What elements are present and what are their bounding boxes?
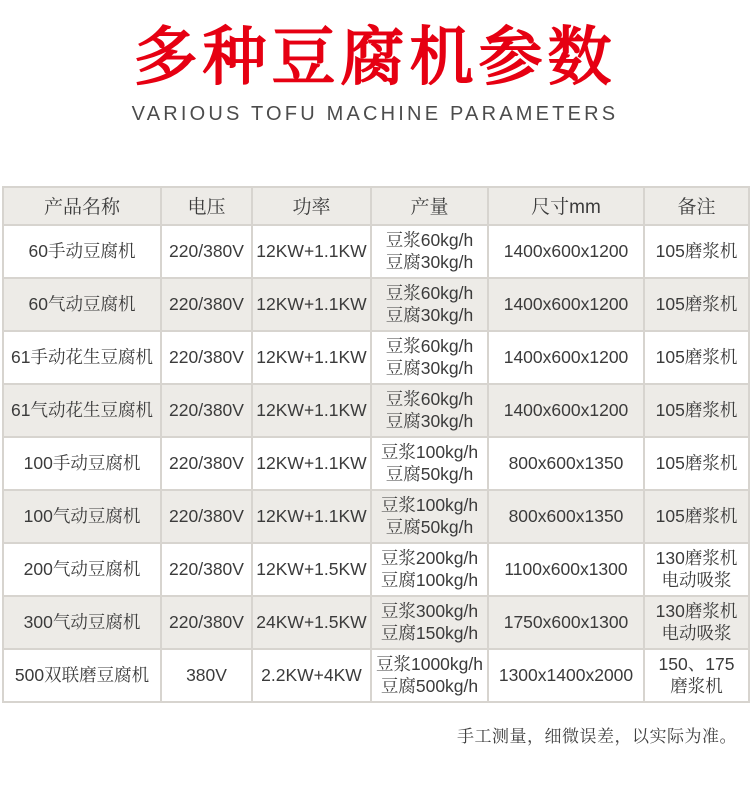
column-header-power: 功率 [252,187,371,225]
cell-voltage: 220/380V [161,278,252,331]
cell-line: 电动吸浆 [661,623,732,644]
table-header-row [3,187,749,225]
title-block [0,0,750,126]
cell-line: 150、175 [658,653,735,674]
table-row [3,331,749,384]
cell-power: 12KW+1.1KW [252,384,371,437]
cell-name: 60手动豆腐机 [3,225,161,278]
cell-power: 12KW+1.5KW [252,543,371,596]
footer-note: 手工测量，细微误差，以实际为准。 [457,726,737,746]
cell-voltage: 220/380V [161,225,252,278]
cell-output [371,278,488,331]
cell-line: 130磨浆机 [655,547,738,568]
cell-line: 豆腐30kg/h [385,411,474,432]
cell-power: 2.2KW+4KW [252,649,371,702]
cell-line: 磨浆机 [670,676,723,697]
cell-voltage: 220/380V [161,437,252,490]
cell-voltage: 220/380V [161,543,252,596]
cell-name: 100手动豆腐机 [3,437,161,490]
cell-line: 105磨浆机 [655,240,738,261]
cell-name: 61气动花生豆腐机 [3,384,161,437]
parameters-table [2,186,750,703]
page-subtitle: VARIOUS TOFU MACHINE PARAMETERS [131,102,619,125]
cell-size: 1400x600x1200 [488,278,644,331]
cell-size: 1400x600x1200 [488,384,644,437]
cell-line: 豆腐50kg/h [385,464,474,485]
cell-note [644,543,749,596]
cell-power: 12KW+1.1KW [252,278,371,331]
table-row [3,437,749,490]
cell-name: 60气动豆腐机 [3,278,161,331]
cell-voltage: 220/380V [161,331,252,384]
cell-line: 105磨浆机 [655,346,738,367]
table-row [3,596,749,649]
cell-name: 200气动豆腐机 [3,543,161,596]
cell-output [371,596,488,649]
cell-line: 豆浆1000kg/h [375,653,483,674]
page-title: 多种豆腐机参数 [133,22,617,93]
cell-line: 豆腐50kg/h [385,517,474,538]
column-header-output: 产量 [371,187,488,225]
cell-name: 500双联磨豆腐机 [3,649,161,702]
table-row [3,384,749,437]
cell-voltage: 220/380V [161,596,252,649]
cell-line: 豆浆200kg/h [380,547,479,568]
column-header-remarks: 备注 [644,187,749,225]
cell-name: 100气动豆腐机 [3,490,161,543]
cell-note [644,384,749,437]
table-body [3,225,749,702]
table-row [3,649,749,702]
cell-output [371,225,488,278]
cell-output [371,543,488,596]
cell-name: 61手动花生豆腐机 [3,331,161,384]
cell-line: 豆浆60kg/h [385,282,474,303]
cell-size: 1400x600x1200 [488,331,644,384]
cell-output [371,490,488,543]
cell-line: 电动吸浆 [661,570,732,591]
cell-size: 1400x600x1200 [488,225,644,278]
cell-note [644,437,749,490]
cell-note [644,278,749,331]
cell-size: 1300x1400x2000 [488,649,644,702]
cell-power: 12KW+1.1KW [252,331,371,384]
cell-output [371,331,488,384]
cell-size: 1100x600x1300 [488,543,644,596]
cell-line: 豆腐100kg/h [380,570,479,591]
cell-note [644,331,749,384]
column-header-voltage: 电压 [161,187,252,225]
cell-line: 豆腐500kg/h [380,676,479,697]
cell-line: 豆浆100kg/h [380,494,479,515]
cell-note [644,490,749,543]
cell-output [371,384,488,437]
cell-line: 130磨浆机 [655,600,738,621]
cell-voltage: 220/380V [161,384,252,437]
cell-power: 24KW+1.5KW [252,596,371,649]
cell-power: 12KW+1.1KW [252,437,371,490]
cell-voltage: 380V [161,649,252,702]
cell-line: 豆腐30kg/h [385,358,474,379]
table-row [3,278,749,331]
table-row [3,543,749,596]
cell-name: 300气动豆腐机 [3,596,161,649]
cell-output [371,649,488,702]
cell-note [644,649,749,702]
cell-line: 豆腐30kg/h [385,252,474,273]
cell-line: 豆腐30kg/h [385,305,474,326]
cell-line: 105磨浆机 [655,452,738,473]
cell-output [371,437,488,490]
cell-line: 豆浆300kg/h [380,600,479,621]
cell-power: 12KW+1.1KW [252,225,371,278]
cell-line: 105磨浆机 [655,293,738,314]
cell-size: 1750x600x1300 [488,596,644,649]
cell-line: 105磨浆机 [655,399,738,420]
cell-line: 豆浆60kg/h [385,388,474,409]
table-row [3,490,749,543]
cell-line: 豆浆60kg/h [385,335,474,356]
cell-voltage: 220/380V [161,490,252,543]
table-row [3,225,749,278]
cell-power: 12KW+1.1KW [252,490,371,543]
cell-line: 豆浆60kg/h [385,229,474,250]
cell-line: 豆浆100kg/h [380,441,479,462]
cell-note [644,225,749,278]
cell-line: 豆腐150kg/h [380,623,479,644]
column-header-product-name: 产品名称 [3,187,161,225]
cell-note [644,596,749,649]
column-header-size-mm: 尺寸mm [488,187,644,225]
cell-size: 800x600x1350 [488,437,644,490]
cell-line: 105磨浆机 [655,505,738,526]
cell-size: 800x600x1350 [488,490,644,543]
